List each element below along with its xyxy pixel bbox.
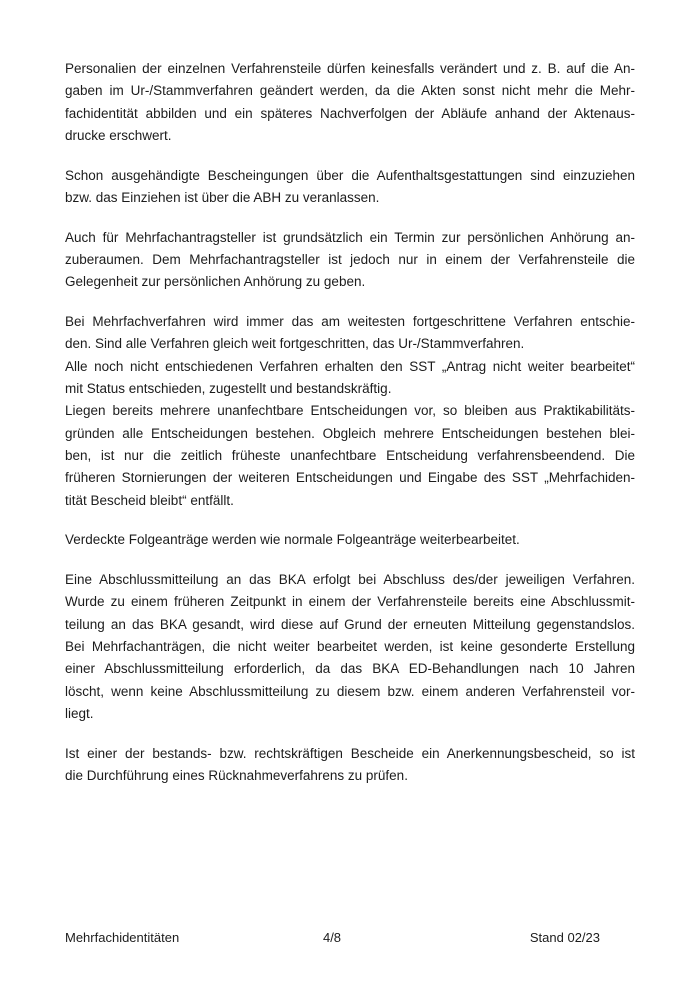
page-footer bbox=[0, 928, 700, 948]
text-line: zuberaumen. Dem Mehrfachantragsteller ist jedoch nur in einem der Verfahrensteile die bbox=[65, 252, 635, 268]
paragraph bbox=[65, 165, 635, 210]
text-line: ben, ist nur die zeitlich früheste unanfechtbare Entscheidung verfahrensbeendend. Die bbox=[65, 447, 635, 463]
text-line: tität Bescheid bleibt“ entfällt. bbox=[65, 492, 234, 508]
document-body bbox=[65, 58, 635, 787]
text-line: Ist einer der bestands- bzw. rechtskräftigen Bescheide ein Anerkennungsbescheid, so ist bbox=[65, 745, 635, 761]
text-line: Schon ausgehändigte Bescheingungen über die Aufenthaltsgestattungen sind einzuziehen bbox=[65, 167, 635, 183]
text-line: mit Status entschieden, zugestellt und bestandskräftig. bbox=[65, 381, 392, 397]
text-line: die Durchführung eines Rücknahmeverfahrens zu prüfen. bbox=[65, 768, 408, 784]
text-line: einer Abschlussmitteilung erforderlich, da das BKA ED-Behandlungen nach 10 Jahren bbox=[65, 661, 635, 677]
text-line: Liegen bereits mehrere unanfechtbare Entscheidungen vor, so bleiben aus Praktikabilitäts- bbox=[65, 403, 635, 419]
paragraph bbox=[65, 743, 635, 788]
text-line: Personalien der einzelnen Verfahrensteile dürfen keinesfalls verändert und z. B. auf die An- bbox=[65, 61, 635, 76]
text-line: liegt. bbox=[65, 705, 94, 721]
paragraph bbox=[65, 529, 635, 551]
footer-document-title: Mehrfachidentitäten bbox=[65, 930, 180, 945]
text-line: Verdeckte Folgeanträge werden wie normale Folgeanträge weiterbearbeitet. bbox=[65, 532, 520, 548]
text-line: früheren Stornierungen der weiteren Entscheidungen und Eingabe des SST „Mehrfachiden- bbox=[65, 470, 635, 486]
text-line: Auch für Mehrfachantragsteller ist grundsätzlich ein Termin zur persönlichen Anhörung an- bbox=[65, 229, 635, 245]
text-line: fachidentität abbilden und ein späteres Nachverfolgen der Abläufe anhand der Aktenaus- bbox=[65, 105, 635, 121]
text-line: teilung an das BKA gesandt, wird diese auf Grund der erneuten Mitteilung gegenstandslos. bbox=[65, 616, 635, 632]
text-line: drucke erschwert. bbox=[65, 127, 172, 143]
paragraph bbox=[65, 311, 635, 512]
text-line: löscht, wenn keine Abschlussmitteilung zu diesem bzw. einem anderen Verfahrensteil vor- bbox=[65, 683, 635, 699]
text-line: Eine Abschlussmitteilung an das BKA erfolgt bei Abschluss des/der jeweiligen Verfahren. bbox=[65, 572, 635, 588]
text-line: Alle noch nicht entschiedenen Verfahren erhalten den SST „Antrag nicht weiter bearbeitet“ bbox=[65, 358, 635, 374]
paragraph bbox=[65, 227, 635, 294]
paragraph bbox=[65, 569, 635, 725]
footer-version-date: Stand 02/23 bbox=[529, 930, 600, 945]
text-line: Gelegenheit zur persönlichen Anhörung zu geben. bbox=[65, 274, 366, 290]
text-line: Bei Mehrfachverfahren wird immer das am weitesten fortgeschrittene Verfahren entschie- bbox=[65, 314, 635, 330]
text-line: gaben im Ur-/Stammverfahren geändert werden, da die Akten sonst nicht mehr die Mehr- bbox=[65, 83, 635, 99]
text-line: den. Sind alle Verfahren gleich weit fortgeschritten, das Ur-/Stammverfahren. bbox=[65, 336, 525, 352]
text-line: Bei Mehrfachanträgen, die nicht weiter bearbeitet werden, ist keine gesonderte Erstellung bbox=[65, 639, 635, 655]
text-line: gründen alle Entscheidungen bestehen. Obgleich mehrere Entscheidungen bestehen blei- bbox=[65, 425, 635, 441]
text-line: bzw. das Einziehen ist über die ABH zu veranlassen. bbox=[65, 189, 380, 205]
footer-page-number: 4/8 bbox=[322, 930, 342, 945]
paragraph bbox=[65, 58, 635, 147]
text-line: Wurde zu einem früheren Zeitpunkt in einem der Verfahrensteile bereits eine Abschlussmit- bbox=[65, 594, 635, 610]
